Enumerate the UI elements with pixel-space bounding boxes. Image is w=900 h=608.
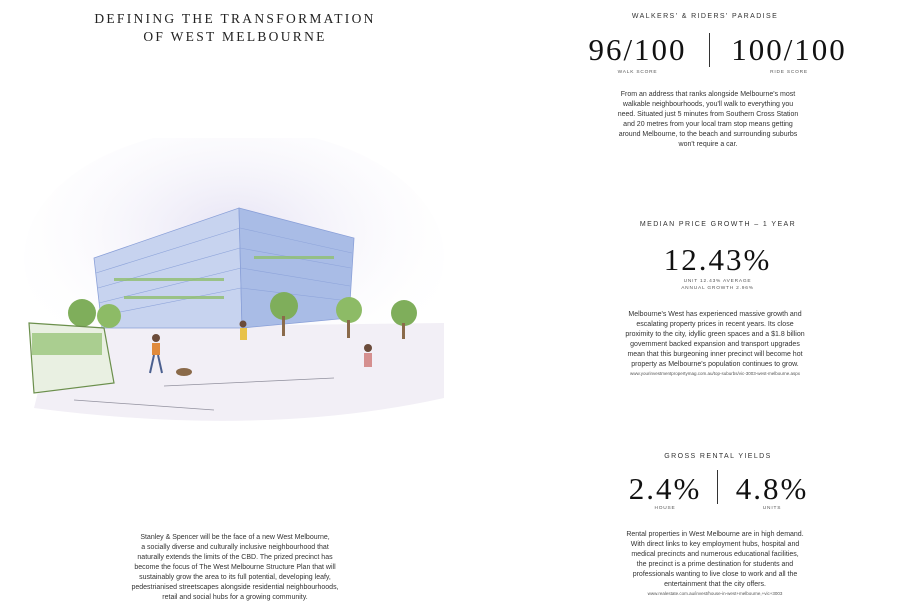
ride-score-label: RIDE SCORE [770,70,808,75]
tram [29,323,114,393]
units-yield-value: 4.8% [735,471,809,506]
page-title: DEFINING THE TRANSFORMATION OF WEST MELBOURNE [94,11,376,44]
rental-divider [717,470,718,504]
units-yield-label: UNITS [762,506,782,511]
intro-paragraph: Stanley & Spencer will be the face of a new West Melbourne, a socially diverse and culturally inclusive neighbourhood that naturally extends the limits of the CBD. The prized precinct has become the focus of The West Melbourne Structure Plan that will sustainably grow the area to its full potential, developing leafy, pedestrianised streetscapes alongside residential neighbourhoods, retail and social hubs for a growing community. [131,534,339,601]
rental-paragraph: Rental properties in West Melbourne are in high demand. With direct links to key employment hubs, hospital and medical precincts and numerous educational facilities, the precinct is a prime destination for students and professionals wanting to live close to work and all the entertainment that the city offers. [626,531,804,588]
growth-sub1: UNIT 12.43% AVERAGE [683,279,752,284]
building-illustration [14,138,454,438]
walk-paragraph: From an address that ranks alongside Melbourne's most walkable neighbourhoods, you'll walk to everything you need. Situated just 5 minutes from Southern Cross Station and 20 metres from your local tram stop means getting around Melbourne, to the beach and surrounding suburbs won't require a car. [617,91,799,148]
walk-heading: WALKERS' & RIDERS' PARADISE [631,13,779,20]
growth-sub2: ANNUAL GROWTH 2.96% [681,286,754,291]
walk-divider [709,33,710,67]
walk-score-value: 96/100 [588,32,687,67]
growth-source: www.yourinvestmentpropertymag.com.au/top-suburbs/vic-3003-west-melbourne.aspx [629,371,801,376]
rental-heading: GROSS RENTAL YIELDS [664,453,772,460]
rental-source: www.realestate.com.au/invest/house-in-west+melbourne,+vic+3003 [647,591,783,596]
growth-paragraph: Melbourne's West has experienced massive growth and escalating property prices in recent years. Its close proximity to the city, idyllic green spaces and a $1.8 billion government backed expansion and transport upgrades mean that this burgeoning inner precinct will become hot property as Melbourne's population continues to grow. [625,311,805,368]
house-yield-label: HOUSE [654,506,676,511]
house-yield-value: 2.4% [628,471,702,506]
walk-score-label: WALK SCORE [617,70,658,75]
growth-value: 12.43% [663,242,772,277]
ride-score-value: 100/100 [731,32,847,67]
growth-heading: MEDIAN PRICE GROWTH – 1 YEAR [639,221,797,228]
